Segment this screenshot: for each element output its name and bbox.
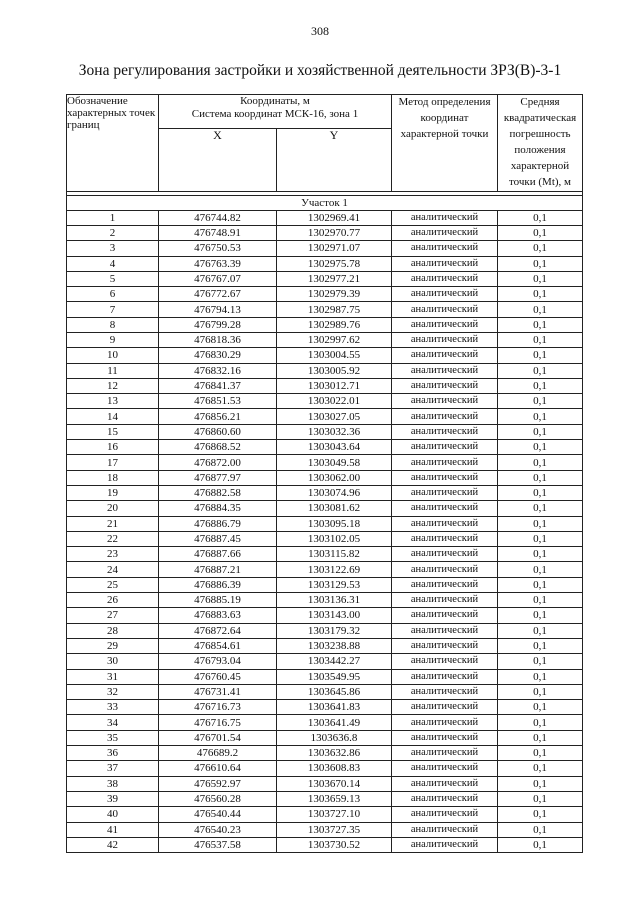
accuracy-cell: 0,1 [498,317,583,332]
table-row [67,807,583,822]
x-coordinate-cell: 476540.23 [159,822,277,837]
y-coordinate-cell: 1303102.05 [277,531,392,546]
x-coordinate-cell: 476760.45 [159,669,277,684]
table-row [67,225,583,240]
table-row [67,746,583,761]
point-number-cell: 20 [67,501,159,516]
method-cell: аналитический [392,715,498,730]
method-cell: аналитический [392,562,498,577]
x-coordinate-cell: 476882.58 [159,485,277,500]
point-number-cell: 10 [67,348,159,363]
table-row [67,302,583,317]
point-number-cell: 5 [67,271,159,286]
method-cell: аналитический [392,807,498,822]
accuracy-cell: 0,1 [498,715,583,730]
point-number-cell: 37 [67,761,159,776]
x-coordinate-cell: 476884.35 [159,501,277,516]
method-cell: аналитический [392,684,498,699]
x-coordinate-cell: 476887.45 [159,531,277,546]
method-cell: аналитический [392,424,498,439]
x-coordinate-cell: 476731.41 [159,684,277,699]
accuracy-cell: 0,1 [498,684,583,699]
point-number-cell: 32 [67,684,159,699]
accuracy-cell: 0,1 [498,516,583,531]
x-coordinate-cell: 476832.16 [159,363,277,378]
table-row [67,577,583,592]
method-cell: аналитический [392,654,498,669]
accuracy-cell: 0,1 [498,776,583,791]
method-cell: аналитический [392,440,498,455]
accuracy-cell: 0,1 [498,761,583,776]
point-number-cell: 24 [67,562,159,577]
accuracy-cell: 0,1 [498,654,583,669]
y-coordinate-cell: 1303081.62 [277,501,392,516]
table-row [67,791,583,806]
accuracy-cell: 0,1 [498,225,583,240]
table-row [67,776,583,791]
table-row [67,271,583,286]
header-designation: Обозначение характерных точек границ [67,95,159,192]
accuracy-cell: 0,1 [498,470,583,485]
y-coordinate-cell: 1303136.31 [277,593,392,608]
accuracy-cell: 0,1 [498,424,583,439]
table-row [67,700,583,715]
x-coordinate-cell: 476610.64 [159,761,277,776]
accuracy-cell: 0,1 [498,638,583,653]
section-row [67,195,583,210]
y-coordinate-cell: 1303549.95 [277,669,392,684]
point-number-cell: 26 [67,593,159,608]
point-number-cell: 16 [67,440,159,455]
y-coordinate-cell: 1303641.83 [277,700,392,715]
y-coordinate-cell: 1302975.78 [277,256,392,271]
accuracy-cell: 0,1 [498,577,583,592]
table-row [67,822,583,837]
method-cell: аналитический [392,700,498,715]
point-number-cell: 33 [67,700,159,715]
method-cell: аналитический [392,837,498,852]
table-row [67,684,583,699]
section-label: Участок 1 [67,195,583,210]
point-number-cell: 7 [67,302,159,317]
y-coordinate-cell: 1303129.53 [277,577,392,592]
table-row [67,409,583,424]
point-number-cell: 39 [67,791,159,806]
accuracy-cell: 0,1 [498,256,583,271]
point-number-cell: 4 [67,256,159,271]
table-row [67,547,583,562]
y-coordinate-cell: 1303032.36 [277,424,392,439]
table-row [67,363,583,378]
header-coordinates [159,95,392,129]
point-number-cell: 21 [67,516,159,531]
x-coordinate-cell: 476872.64 [159,623,277,638]
y-coordinate-cell: 1303122.69 [277,562,392,577]
point-number-cell: 12 [67,378,159,393]
method-cell: аналитический [392,608,498,623]
table-row [67,623,583,638]
y-coordinate-cell: 1302989.76 [277,317,392,332]
method-cell: аналитический [392,776,498,791]
point-number-cell: 1 [67,210,159,225]
table-row [67,593,583,608]
y-coordinate-cell: 1303442.27 [277,654,392,669]
method-cell: аналитический [392,791,498,806]
header-coord-system: Система координат МСК-16, зона 1 [191,107,359,120]
method-cell: аналитический [392,348,498,363]
point-number-cell: 22 [67,531,159,546]
point-number-cell: 15 [67,424,159,439]
y-coordinate-cell: 1303641.49 [277,715,392,730]
point-number-cell: 23 [67,547,159,562]
accuracy-cell: 0,1 [498,593,583,608]
table-body [67,191,583,852]
x-coordinate-cell: 476886.79 [159,516,277,531]
x-coordinate-cell: 476854.61 [159,638,277,653]
point-number-cell: 2 [67,225,159,240]
method-cell: аналитический [392,516,498,531]
y-coordinate-cell: 1302971.07 [277,241,392,256]
y-coordinate-cell: 1303632.86 [277,746,392,761]
method-cell: аналитический [392,501,498,516]
x-coordinate-cell: 476877.97 [159,470,277,485]
x-coordinate-cell: 476818.36 [159,333,277,348]
accuracy-cell: 0,1 [498,700,583,715]
y-coordinate-cell: 1303727.35 [277,822,392,837]
accuracy-cell: 0,1 [498,394,583,409]
method-cell: аналитический [392,822,498,837]
y-coordinate-cell: 1302997.62 [277,333,392,348]
x-coordinate-cell: 476883.63 [159,608,277,623]
accuracy-cell: 0,1 [498,608,583,623]
point-number-cell: 28 [67,623,159,638]
method-cell: аналитический [392,287,498,302]
point-number-cell: 3 [67,241,159,256]
method-cell: аналитический [392,241,498,256]
method-cell: аналитический [392,363,498,378]
x-coordinate-cell: 476750.53 [159,241,277,256]
point-number-cell: 36 [67,746,159,761]
table-row [67,348,583,363]
accuracy-cell: 0,1 [498,348,583,363]
table-row [67,333,583,348]
accuracy-cell: 0,1 [498,822,583,837]
x-coordinate-cell: 476851.53 [159,394,277,409]
accuracy-cell: 0,1 [498,807,583,822]
x-coordinate-cell: 476716.75 [159,715,277,730]
method-cell: аналитический [392,746,498,761]
point-number-cell: 19 [67,485,159,500]
point-number-cell: 13 [67,394,159,409]
point-number-cell: 27 [67,608,159,623]
method-cell: аналитический [392,470,498,485]
y-coordinate-cell: 1302969.41 [277,210,392,225]
method-cell: аналитический [392,225,498,240]
coordinates-table [66,94,583,853]
accuracy-cell: 0,1 [498,547,583,562]
point-number-cell: 14 [67,409,159,424]
table-row [67,837,583,852]
method-cell: аналитический [392,210,498,225]
method-cell: аналитический [392,730,498,745]
table-header [67,95,583,192]
point-number-cell: 6 [67,287,159,302]
y-coordinate-cell: 1303238.88 [277,638,392,653]
accuracy-cell: 0,1 [498,241,583,256]
y-coordinate-cell: 1303062.00 [277,470,392,485]
table-row [67,516,583,531]
accuracy-cell: 0,1 [498,210,583,225]
point-number-cell: 9 [67,333,159,348]
table-row [67,256,583,271]
table-row [67,501,583,516]
accuracy-cell: 0,1 [498,730,583,745]
x-coordinate-cell: 476885.19 [159,593,277,608]
table-row [67,608,583,623]
table-row [67,241,583,256]
y-coordinate-cell: 1303636.8 [277,730,392,745]
x-coordinate-cell: 476767.07 [159,271,277,286]
table-row [67,485,583,500]
table-row [67,440,583,455]
table-row [67,531,583,546]
x-coordinate-cell: 476856.21 [159,409,277,424]
method-cell: аналитический [392,577,498,592]
accuracy-cell: 0,1 [498,287,583,302]
method-cell: аналитический [392,333,498,348]
point-number-cell: 38 [67,776,159,791]
method-cell: аналитический [392,409,498,424]
table-row [67,424,583,439]
accuracy-cell: 0,1 [498,378,583,393]
table-row [67,654,583,669]
header-method: Метод определения координат характерной точки [392,95,498,192]
y-coordinate-cell: 1303049.58 [277,455,392,470]
point-number-cell: 30 [67,654,159,669]
y-coordinate-cell: 1302987.75 [277,302,392,317]
point-number-cell: 41 [67,822,159,837]
table-row [67,378,583,393]
point-number-cell: 35 [67,730,159,745]
y-coordinate-cell: 1303095.18 [277,516,392,531]
y-coordinate-cell: 1303659.13 [277,791,392,806]
x-coordinate-cell: 476701.54 [159,730,277,745]
method-cell: аналитический [392,302,498,317]
accuracy-cell: 0,1 [498,791,583,806]
method-cell: аналитический [392,394,498,409]
point-number-cell: 34 [67,715,159,730]
method-cell: аналитический [392,638,498,653]
y-coordinate-cell: 1303043.64 [277,440,392,455]
table-row [67,761,583,776]
table-row [67,730,583,745]
y-coordinate-cell: 1303115.82 [277,547,392,562]
method-cell: аналитический [392,623,498,638]
x-coordinate-cell: 476537.58 [159,837,277,852]
accuracy-cell: 0,1 [498,746,583,761]
x-coordinate-cell: 476744.82 [159,210,277,225]
x-coordinate-cell: 476689.2 [159,746,277,761]
point-number-cell: 31 [67,669,159,684]
header-x: X [159,129,277,192]
x-coordinate-cell: 476716.73 [159,700,277,715]
method-cell: аналитический [392,531,498,546]
x-coordinate-cell: 476772.67 [159,287,277,302]
method-cell: аналитический [392,593,498,608]
method-cell: аналитический [392,547,498,562]
accuracy-cell: 0,1 [498,440,583,455]
method-cell: аналитический [392,378,498,393]
table-row [67,394,583,409]
accuracy-cell: 0,1 [498,302,583,317]
point-number-cell: 40 [67,807,159,822]
table-row [67,210,583,225]
document-title: Зона регулирования застройки и хозяйственной деятельности ЗРЗ(В)-3-1 [78,62,562,79]
method-cell: аналитический [392,455,498,470]
header-coordinates-label: Координаты, м [240,95,310,107]
x-coordinate-cell: 476560.28 [159,791,277,806]
header-accuracy: Средняя квадратическая погрешность положения характерной точки (Mt), м [498,95,583,192]
x-coordinate-cell: 476799.28 [159,317,277,332]
point-number-cell: 42 [67,837,159,852]
x-coordinate-cell: 476868.52 [159,440,277,455]
y-coordinate-cell: 1303727.10 [277,807,392,822]
point-number-cell: 17 [67,455,159,470]
accuracy-cell: 0,1 [498,409,583,424]
y-coordinate-cell: 1303074.96 [277,485,392,500]
accuracy-cell: 0,1 [498,562,583,577]
y-coordinate-cell: 1302979.39 [277,287,392,302]
table-row [67,287,583,302]
table-row [67,562,583,577]
x-coordinate-cell: 476886.39 [159,577,277,592]
method-cell: аналитический [392,485,498,500]
y-coordinate-cell: 1302977.21 [277,271,392,286]
table-row [67,317,583,332]
x-coordinate-cell: 476540.44 [159,807,277,822]
method-cell: аналитический [392,317,498,332]
accuracy-cell: 0,1 [498,485,583,500]
point-number-cell: 25 [67,577,159,592]
point-number-cell: 29 [67,638,159,653]
x-coordinate-cell: 476887.21 [159,562,277,577]
y-coordinate-cell: 1303608.83 [277,761,392,776]
accuracy-cell: 0,1 [498,271,583,286]
x-coordinate-cell: 476887.66 [159,547,277,562]
y-coordinate-cell: 1303143.00 [277,608,392,623]
method-cell: аналитический [392,669,498,684]
method-cell: аналитический [392,256,498,271]
accuracy-cell: 0,1 [498,531,583,546]
y-coordinate-cell: 1303670.14 [277,776,392,791]
x-coordinate-cell: 476763.39 [159,256,277,271]
x-coordinate-cell: 476793.04 [159,654,277,669]
x-coordinate-cell: 476830.29 [159,348,277,363]
accuracy-cell: 0,1 [498,363,583,378]
header-y: Y [277,129,392,192]
accuracy-cell: 0,1 [498,501,583,516]
y-coordinate-cell: 1303004.55 [277,348,392,363]
method-cell: аналитический [392,271,498,286]
table-row [67,455,583,470]
x-coordinate-cell: 476841.37 [159,378,277,393]
method-cell: аналитический [392,761,498,776]
y-coordinate-cell: 1303730.52 [277,837,392,852]
point-number-cell: 11 [67,363,159,378]
y-coordinate-cell: 1302970.77 [277,225,392,240]
accuracy-cell: 0,1 [498,669,583,684]
accuracy-cell: 0,1 [498,623,583,638]
y-coordinate-cell: 1303179.32 [277,623,392,638]
accuracy-cell: 0,1 [498,333,583,348]
x-coordinate-cell: 476592.97 [159,776,277,791]
y-coordinate-cell: 1303645.86 [277,684,392,699]
y-coordinate-cell: 1303022.01 [277,394,392,409]
table-row [67,470,583,485]
page-number: 308 [311,24,329,38]
y-coordinate-cell: 1303005.92 [277,363,392,378]
point-number-cell: 8 [67,317,159,332]
table-row [67,715,583,730]
x-coordinate-cell: 476860.60 [159,424,277,439]
table-row [67,638,583,653]
y-coordinate-cell: 1303012.71 [277,378,392,393]
point-number-cell: 18 [67,470,159,485]
accuracy-cell: 0,1 [498,837,583,852]
x-coordinate-cell: 476794.13 [159,302,277,317]
x-coordinate-cell: 476872.00 [159,455,277,470]
y-coordinate-cell: 1303027.05 [277,409,392,424]
x-coordinate-cell: 476748.91 [159,225,277,240]
table-row [67,669,583,684]
accuracy-cell: 0,1 [498,455,583,470]
